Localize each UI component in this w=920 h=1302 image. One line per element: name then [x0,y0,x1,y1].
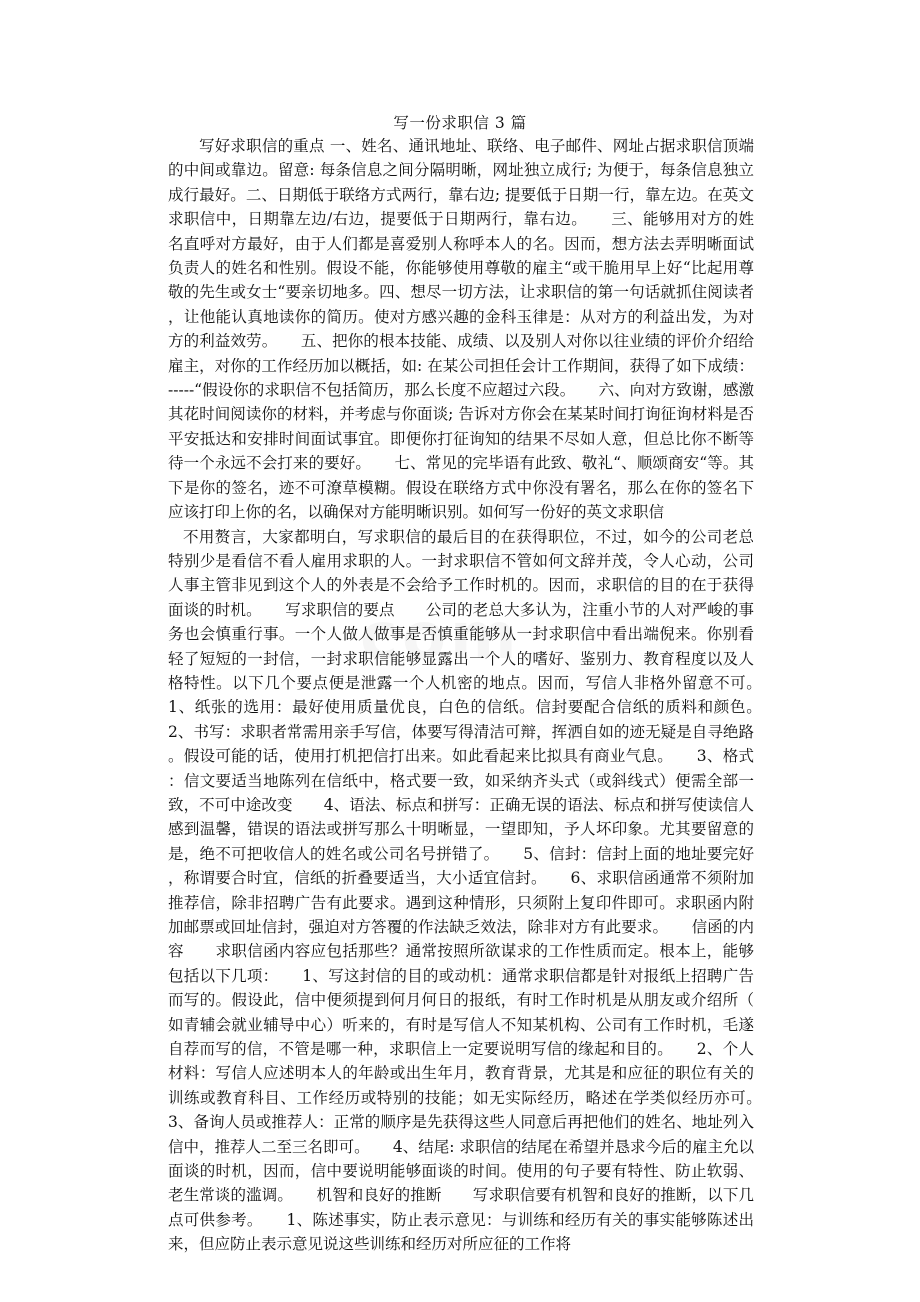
document-title: 写一份求职信 3 篇 [393,114,527,132]
document-body [168,134,786,1257]
body-paragraph-2: 不用赘言，大家都明白，写求职信的最后目的在获得职位，不过，如今的公司老总特别少是看信不看人雇用求职的人。一封求职信不管如何文辞并茂，令人心动，公司人事主管非见到这个人的外表是不会给予工作时机的。因而，求职信的目的在于获得面谈的时机。 写求职信的要点 公司的老总大多认为，注重小节的人对严峻的事务也会慎重行事。一个人做人做事是否慎重能够从一封求职信中看出端倪来。你别看轻了短短的一封信，一封求职信能够显露出一个人的嗜好、鉴别力、教育程度以及人格特性。以下几个要点便是泄露一个人机密的地点。因而，写信人非格外留意不可。 1、纸张的选用：最好使用质量优良，白色的信纸。信封要配合信纸的质料和颜色。 2、书写：求职者常需用亲手写信，体要写得清洁可辩，挥洒自如的迹无疑是自寻绝路。假设可能的话，使用打机把信打出来。如此看起来比拟具有商业气息。 3、格式：信文要适当地陈列在信纸中，格式要一致，如采纳齐头式（或斜线式）便需全部一致，不可中途改变 4、语法、标点和拼写：正确无误的语法、标点和拼写使读信人感到温馨，错误的语法或拼写那么十明晰显，一望即知，予人坏印象。尤其要留意的是，绝不可把收信人的姓名或公司名号拼错了。 5、信封：信封上面的地址要完好，称谓要合时宜，信纸的折叠要适当，大小适宜信封。 6、求职信函通常不须附加推荐信，除非招聘广告有此要求。遇到这种情形，只须附上复印件即可。求职函内附加邮票或回址信封，强迫对方答覆的作法缺乏效法，除非对方有此要求。 信函的内容 求职信函内容应包括那些？通常按照所欲谋求的工作性质而定。根本上，能够包括以下几项： 1、写这封信的目的或动机：通常求职信都是针对报纸上招聘广告而写的。假设此，信中便须提到何月何日的报纸，有时工作时机是从朋友或介绍所（如青辅会就业辅导中心）听来的，有时是写信人不知某机构、公司有工作时机，毛遂自荐而写的信，不管是哪一种，求职信上一定要说明写信的缘起和目的。 2、个人材料：写信人应述明本人的年龄或出生年月，教育背景，尤其是和应征的职位有关的训练或教育科目、工作经历或特别的技能；如无实际经历，略述在学类似经历亦可。 3、备询人员或推荐人：正常的顺序是先获得这些人同意后再把他们的姓名、地址列入信中，推荐人二至三名即可。 4、结尾: 求职信的结尾在希望并恳求今后的雇主允以面谈的时机，因而，信中要说明能够面谈的时间。使用的句子要有特性、防止软弱、老生常谈的滥调。 机智和良好的推断 写求职信要有机智和良好的推断，以下几点可供参考。 1、陈述事实，防止表示意见：与训练和经历有关的事实能够陈述出来，但应防止表示意见说这些训练和经历对所应征的工作将 [168,527,786,1254]
body-paragraph-1: 写好求职信的重点 一、姓名、通讯地址、联络、电子邮件、网址占据求职信顶端的中间或靠边。留意: 每条信息之间分隔明晰，网址独立成行; 为便于，每条信息独立成行最好。二、日期低于联络方式两行，靠右边; 提要低于日期一行，靠左边。在英文求职信中，日期靠左边/右边，提要低于日期两行，靠右边。 三、能够用对方的姓名直呼对方最好，由于人们都是喜爱别人称呼本人的名。因而，想方法去弄明晰面试负责人的姓名和性别。假设不能，你能够使用尊敬的雇主“或干脆用早上好“比起用尊敬的先生或女士“要亲切地多。四、想尽一切方法，让求职信的第一句话就抓住阅读者，让他能认真地读你的简历。使对方感兴趣的金科玉律是：从对方的利益出发，为对方的利益效劳。 五、把你的根本技能、成绩、以及别人对你以往业绩的评价介绍给雇主，对你的工作经历加以概括，如: 在某公司担任会计工作期间，获得了如下成绩：-----“假设你的求职信不包括简历，那么长度不应超过六段。 六、向对方致谢，感激其花时间阅读你的材料，并考虑与你面谈; 告诉对方你会在某某时间打询征询材料是否平安抵达和安排时间面试事宜。即便你打征询知的结果不尽如人意，但总比你不断等待一个永远不会打来的要好。 七、常见的完毕语有此致、敬礼“、顺颂商安“等。其下是你的签名，迹不可潦草模糊。假设在联络方式中你没有署名，那么在你的签名下应该打印上你的名，以确保对方能明晰识别。如何写一份好的英文求职信 [168,137,754,522]
